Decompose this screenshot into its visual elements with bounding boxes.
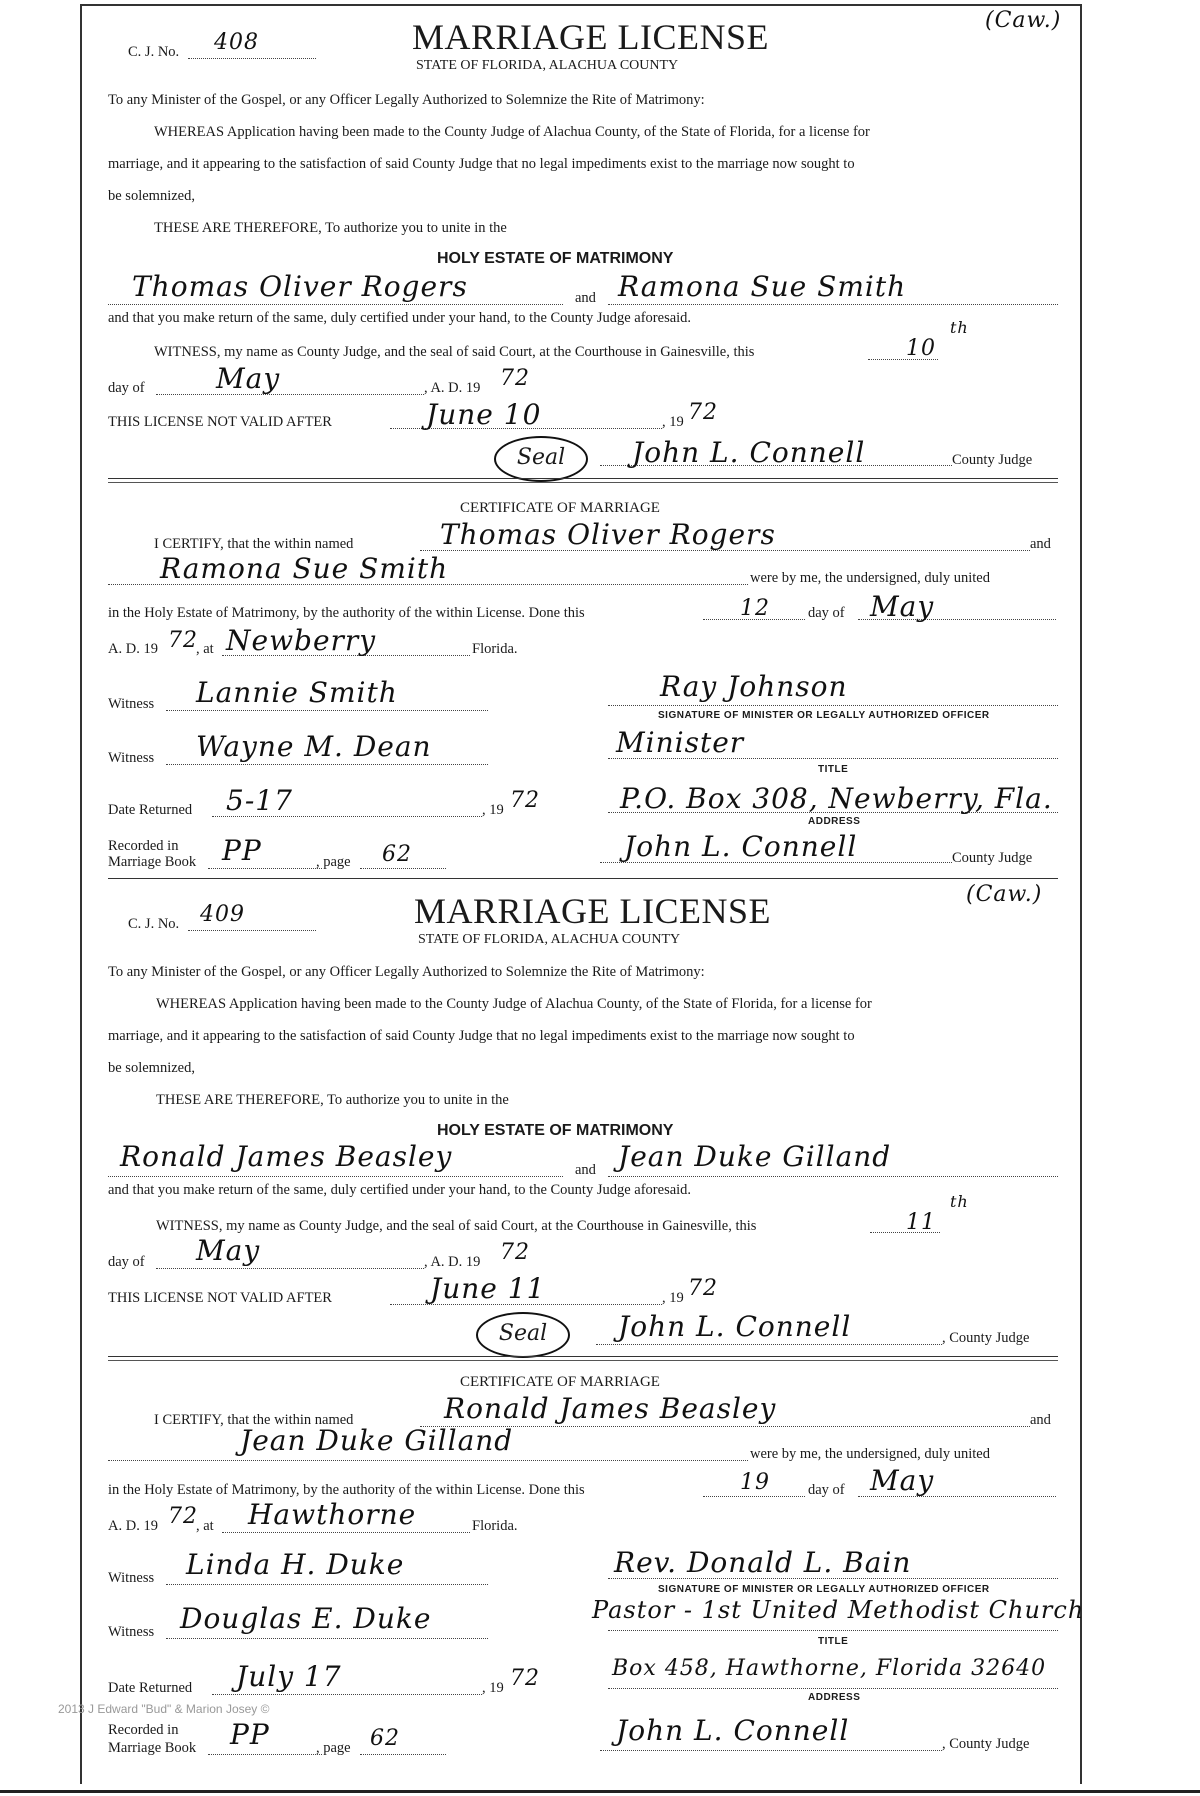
holy-estate-heading-2: HOLY ESTATE OF MATRIMONY	[437, 1122, 674, 1139]
returned-year-2: 72	[510, 1666, 540, 1691]
marriage-place-2: Hawthorne	[248, 1498, 417, 1531]
bride-name-2: Jean Duke Gilland	[618, 1140, 892, 1173]
license-month: May	[216, 362, 281, 395]
groom-line	[108, 304, 563, 305]
witness-line: WITNESS, my name as County Judge, and the seal of said Court, at the Courthouse in Gainesville, this	[154, 344, 755, 360]
date-returned: 5-17	[226, 784, 293, 817]
witness-day-suffix-2: th	[950, 1192, 969, 1211]
judge-sig-line-3	[596, 1344, 942, 1345]
not-valid-year-prefix: , 19	[662, 414, 684, 430]
witness-3-line	[166, 1584, 488, 1585]
officer-title-caption: TITLE	[818, 764, 849, 775]
book-page-2: 62	[370, 1726, 400, 1751]
therefore-line: THESE ARE THEREFORE, To authorize you to unite in the	[154, 220, 507, 236]
witness-4-line	[166, 1638, 488, 1639]
return-line-2: and that you make return of the same, duly certified under your hand, to the County Judge aforesaid.	[108, 1182, 692, 1198]
section-divider	[108, 478, 1058, 479]
united-text: were by me, the undersigned, duly united	[750, 570, 990, 586]
witness-4-label: Witness	[108, 1624, 155, 1640]
officer-sig-line	[608, 705, 1058, 706]
date-returned-label: Date Returned	[108, 802, 193, 818]
returned-year-prefix: , 19	[482, 802, 504, 818]
judge-signature-2: John L. Connell	[624, 830, 858, 863]
florida-label: Florida.	[472, 641, 518, 657]
florida-label-2: Florida.	[472, 1518, 518, 1534]
groom-line-2	[108, 1176, 563, 1177]
whereas-line-1: WHEREAS Application having been made to the County Judge of Alachua County, of the State of Florida, for a license for	[154, 124, 870, 140]
license-title: MARRIAGE LICENSE	[412, 17, 769, 57]
witness-day-2: 11	[906, 1210, 936, 1235]
bride-name: Ramona Sue Smith	[618, 270, 907, 303]
book-page: 62	[382, 842, 412, 867]
page-label-2: , page	[316, 1740, 351, 1756]
cj-label: C. J. No.	[128, 44, 180, 60]
court-seal: Seal	[494, 436, 588, 482]
place-line-2	[222, 1532, 470, 1533]
certify-label: I CERTIFY, that the within named	[154, 536, 354, 552]
holy-estate-line: in the Holy Estate of Matrimony, by the authority of the within License. Done this	[108, 605, 585, 621]
groom-name-2: Ronald James Beasley	[120, 1140, 453, 1173]
day-of-label: day of	[108, 380, 145, 396]
cert-groom-2: Ronald James Beasley	[444, 1392, 777, 1425]
cert-and: and	[1030, 536, 1051, 552]
day-of-label-2: day of	[808, 605, 845, 621]
court-seal-2: Seal	[476, 1312, 570, 1358]
returned-year-prefix-2: , 19	[482, 1680, 504, 1696]
officer-address: P.O. Box 308, Newberry, Fla.	[620, 782, 1053, 815]
corner-note: (Caw.)	[985, 8, 1062, 33]
ad-label: , A. D. 19	[424, 380, 481, 396]
officer-address-caption: ADDRESS	[808, 816, 861, 827]
witness-1-signature: Lannie Smith	[196, 676, 398, 709]
cert-bride: Ramona Sue Smith	[160, 552, 449, 585]
witness-day-suffix: th	[950, 318, 969, 337]
date-returned-line-2	[212, 1694, 482, 1695]
book-line-2	[208, 1754, 322, 1755]
date-returned-2: July 17	[236, 1660, 342, 1693]
judge-signature: John L. Connell	[632, 436, 866, 469]
officer-title-line-2	[608, 1630, 1058, 1631]
recorded-in-label: Recorded in	[108, 838, 179, 854]
page-line-2	[360, 1754, 446, 1755]
section-divider-2	[108, 482, 1058, 483]
ad-label-4: A. D. 19	[108, 1518, 158, 1534]
not-valid-date: June 10	[426, 398, 542, 431]
license-year-2: 72	[500, 1240, 530, 1265]
whereas-line-2: marriage, and it appearing to the satisfaction of said County Judge that no legal impediments exist to the marriage now sought to	[108, 156, 855, 172]
corner-note-2: (Caw.)	[966, 882, 1043, 907]
copyright-watermark: 2013 J Edward "Bud" & Marion Josey ©	[58, 1702, 270, 1716]
not-valid-date-2: June 11	[430, 1272, 546, 1305]
officer-signature-2: Rev. Donald L. Bain	[614, 1546, 912, 1579]
done-year: 72	[168, 628, 198, 653]
witness-line-2: WITNESS, my name as County Judge, and the seal of said Court, at the Courthouse in Gainesville, this	[156, 1218, 757, 1234]
not-valid-year-2: 72	[688, 1276, 718, 1301]
officer-address-line-2	[608, 1688, 1058, 1689]
cj-number: 408	[214, 30, 259, 55]
certificate-title: CERTIFICATE OF MARRIAGE	[460, 500, 660, 516]
officer-address-2: Box 458, Hawthorne, Florida 32640	[612, 1656, 1047, 1681]
book-line	[208, 868, 322, 869]
officer-signature: Ray Johnson	[660, 670, 848, 703]
not-valid-label: THIS LICENSE NOT VALID AFTER	[108, 414, 332, 430]
whereas-line-1-2: WHEREAS Application having been made to the County Judge of Alachua County, of the State of Florida, for a license for	[156, 996, 872, 1012]
marriage-book: PP	[222, 834, 262, 867]
done-month-2: May	[870, 1464, 935, 1497]
done-month: May	[870, 590, 935, 623]
officer-sig-caption: SIGNATURE OF MINISTER OR LEGALLY AUTHORIZED OFFICER	[658, 710, 990, 721]
section-divider-4	[108, 1360, 1058, 1361]
witness-day: 10	[906, 336, 936, 361]
address-line-2: To any Minister of the Gospel, or any Officer Legally Authorized to Solemnize the Rite of Matrimony:	[108, 964, 705, 980]
witness-2-line	[166, 764, 488, 765]
license-year: 72	[500, 366, 530, 391]
ad-label-3: , A. D. 19	[424, 1254, 481, 1270]
not-valid-label-2: THIS LICENSE NOT VALID AFTER	[108, 1290, 332, 1306]
judge-signature-3: John L. Connell	[618, 1310, 852, 1343]
officer-title: Minister	[616, 726, 745, 759]
officer-title-2: Pastor - 1st United Methodist Church	[592, 1596, 1085, 1624]
witness-4-signature: Douglas E. Duke	[180, 1602, 432, 1635]
county-judge-label-3: , County Judge	[942, 1330, 1030, 1346]
whereas-line-3: be solemnized,	[108, 188, 195, 204]
officer-address-caption-2: ADDRESS	[808, 1692, 861, 1703]
cert-bride-line-2	[108, 1460, 748, 1461]
cj-label-2: C. J. No.	[128, 916, 180, 932]
license-subtitle: STATE OF FLORIDA, ALACHUA COUNTY	[416, 58, 679, 73]
license-title-2: MARRIAGE LICENSE	[414, 891, 771, 931]
bottom-rule	[0, 1790, 1200, 1793]
done-year-2: 72	[168, 1504, 198, 1529]
license-subtitle-2: STATE OF FLORIDA, ALACHUA COUNTY	[418, 932, 681, 947]
not-valid-year-prefix-2: , 19	[662, 1290, 684, 1306]
officer-title-caption-2: TITLE	[818, 1636, 849, 1647]
certify-label-2: I CERTIFY, that the within named	[154, 1412, 354, 1428]
marriage-book-2: PP	[230, 1718, 270, 1751]
whereas-line-2-2: marriage, and it appearing to the satisfaction of said County Judge that no legal impediments exist to the marriage now sought to	[108, 1028, 855, 1044]
witness-1-line	[166, 710, 488, 711]
witness-3-signature: Linda H. Duke	[186, 1548, 405, 1581]
witness-2-label: Witness	[108, 750, 155, 766]
month-line	[156, 394, 424, 395]
section-divider-3	[108, 1356, 1058, 1357]
license-divider	[108, 878, 1058, 879]
cert-bride-2: Jean Duke Gilland	[240, 1424, 514, 1457]
cert-groom: Thomas Oliver Rogers	[440, 518, 776, 551]
page-label: , page	[316, 854, 351, 870]
returned-year: 72	[510, 788, 540, 813]
month-line-2	[156, 1268, 424, 1269]
witness-2-signature: Wayne M. Dean	[196, 730, 432, 763]
done-day: 12	[740, 596, 770, 621]
witness-1-label: Witness	[108, 696, 155, 712]
done-day-line-2	[703, 1496, 805, 1497]
done-day-2: 19	[740, 1470, 770, 1495]
county-judge-label-4: , County Judge	[942, 1736, 1030, 1752]
witness-3-label: Witness	[108, 1570, 155, 1586]
marriage-book-label: Marriage Book	[108, 854, 197, 870]
judge-signature-4: John L. Connell	[616, 1714, 850, 1747]
groom-name: Thomas Oliver Rogers	[132, 270, 468, 303]
day-of-label-3: day of	[108, 1254, 145, 1270]
holy-estate-line-2: in the Holy Estate of Matrimony, by the authority of the within License. Done this	[108, 1482, 585, 1498]
county-judge-label: County Judge	[952, 452, 1033, 468]
cert-and-2: and	[1030, 1412, 1051, 1428]
county-judge-label-2: County Judge	[952, 850, 1033, 866]
return-line: and that you make return of the same, duly certified under your hand, to the County Judge aforesaid.	[108, 310, 692, 326]
at-label: , at	[196, 641, 214, 657]
not-valid-year: 72	[688, 400, 718, 425]
license-month-2: May	[196, 1234, 261, 1267]
and-text: and	[575, 290, 596, 306]
certificate-title-2: CERTIFICATE OF MARRIAGE	[460, 1374, 660, 1390]
at-label-2: , at	[196, 1518, 214, 1534]
ad-label-2: A. D. 19	[108, 641, 158, 657]
marriage-book-label-2: Marriage Book	[108, 1740, 197, 1756]
holy-estate-heading: HOLY ESTATE OF MATRIMONY	[437, 250, 674, 267]
and-text-2: and	[575, 1162, 596, 1178]
cj-no-line-2	[188, 930, 316, 931]
therefore-line-2: THESE ARE THEREFORE, To authorize you to unite in the	[156, 1092, 509, 1108]
date-returned-label-2: Date Returned	[108, 1680, 193, 1696]
marriage-place: Newberry	[226, 624, 377, 657]
bride-line-2	[608, 1176, 1058, 1177]
cj-number-2: 409	[200, 902, 245, 927]
address-line: To any Minister of the Gospel, or any Officer Legally Authorized to Solemnize the Rite of Matrimony:	[108, 92, 705, 108]
bride-line	[608, 304, 1058, 305]
judge-sig-line-4	[600, 1750, 942, 1751]
page-line	[360, 868, 446, 869]
day-of-label-4: day of	[808, 1482, 845, 1498]
united-text-2: were by me, the undersigned, duly united	[750, 1446, 990, 1462]
whereas-line-3-2: be solemnized,	[108, 1060, 195, 1076]
cj-no-line	[188, 58, 316, 59]
recorded-in-label-2: Recorded in	[108, 1722, 179, 1738]
officer-sig-caption-2: SIGNATURE OF MINISTER OR LEGALLY AUTHORIZED OFFICER	[658, 1584, 990, 1595]
